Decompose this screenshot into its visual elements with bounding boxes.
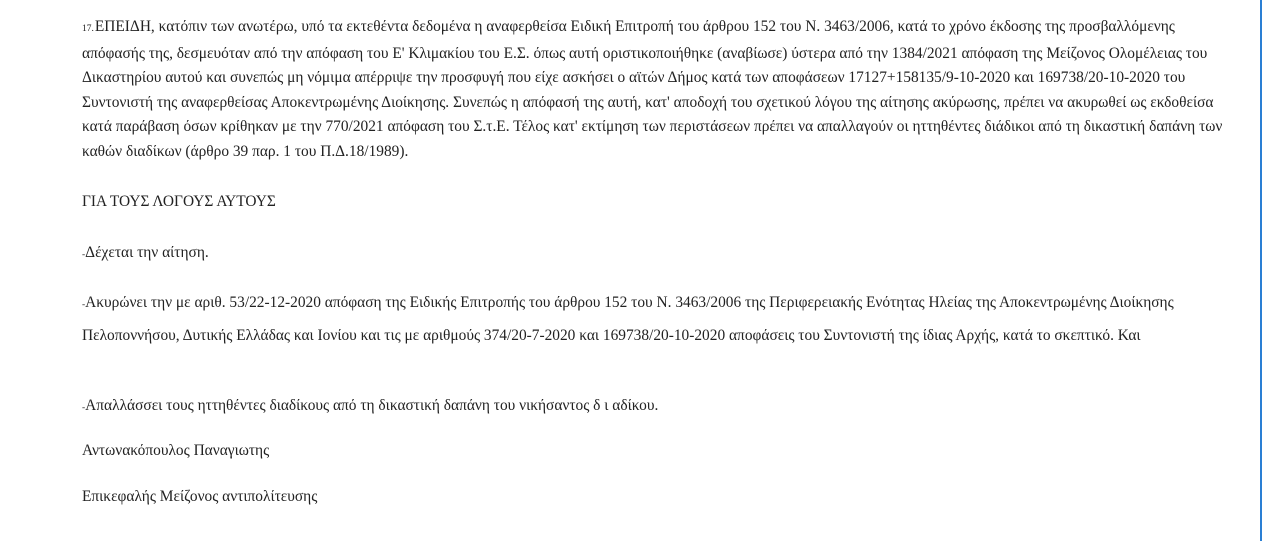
paragraph-number: 17. — [82, 24, 94, 34]
dash-marker: - — [82, 300, 86, 310]
ruling-item-text: Δέχεται την αίτηση. — [85, 244, 209, 261]
ruling-item-accept — [82, 243, 209, 265]
ruling-item-text: Ακυρώνει την με αριθ. 53/22-12-2020 απόφαση της Ειδικής Επιτροπής του άρθρου 152 του Ν. 3463/2006 της Περιφερειακής Ενότητας Ηλείας της Αποκεντρωμένης Διοίκησης Πελοποννήσου, Δυτικής Ελλάδας και Ιονίου και τις με αριθμούς 374/20-7-2020 και 169738/20-10-2020 αποφάσεις του Συντονιστή της ίδιας Αρχής, κατά το σκεπτικό. Και — [82, 294, 1174, 344]
ruling-item-text: Απαλλάσσει τους ηττηθέντες διαδίκους από τη δικαστική δαπάνη του νικήσαντος δ ι αδίκου. — [85, 397, 659, 414]
dash-marker: - — [82, 250, 86, 260]
ruling-item-annul — [82, 288, 1232, 350]
section-heading: ΓΙΑ ΤΟΥΣ ΛΟΓΟΥΣ ΑΥΤΟΥΣ — [82, 193, 276, 210]
signatory-title: Επικεφαλής Μείζονος αντιπολίτευσης — [82, 488, 318, 505]
signatory-name: Αντωνακόπουλος Παναγιωτης — [82, 442, 270, 459]
document-body — [82, 15, 1232, 505]
paragraph-17 — [82, 15, 1232, 165]
dash-marker: - — [82, 403, 86, 413]
paragraph-17-text: ΕΠΕΙΔΗ, κατόπιν των ανωτέρω, υπό τα εκτεθέντα δεδομένα η αναφερθείσα Ειδική Επιτροπή του άρθρου 152 του Ν. 3463/2006, κατά το χρόνο έκδοσης της προσβαλλόμενης απόφασής της, δεσμευόταν από την απόφαση του Ε' Κλιμακίου του Ε.Σ. όπως αυτή οριστικοποιήθηκε (αναβίωσε) ύστερα από την 1384/2021 απόφαση της Μείζονος Ολομέλειας του Δικαστηρίου αυτού και συνεπώς μη νόμιμα απέρριψε την προσφυγή που είχε ασκήσει ο αϊτών Δήμος κατά των αποφάσεων 17127+158135/9-10-2020 και 169738/20-10-2020 του Συντονιστή της αναφερθείσας Αποκεντρωμένης Διοίκησης. Συνεπώς η απόφασή της αυτή, κατ' αποδοχή του σχετικού λόγου της αίτησης ακύρωσης, πρέπει να ακυρωθεί ως εκδοθείσα κατά παράβαση όσων κρίθηκαν με την 770/2021 απόφαση του Σ.τ.Ε. Τέλος κατ' εκτίμηση των περιστάσεων πρέπει να απαλλαγούν οι ηττηθέντες διάδικοι από τη δικαστική δαπάνη των καθών διαδίκων (άρθρο 39 παρ. 1 του Π.Δ.18/1989). — [82, 18, 1223, 160]
ruling-item-exempt — [82, 396, 658, 418]
